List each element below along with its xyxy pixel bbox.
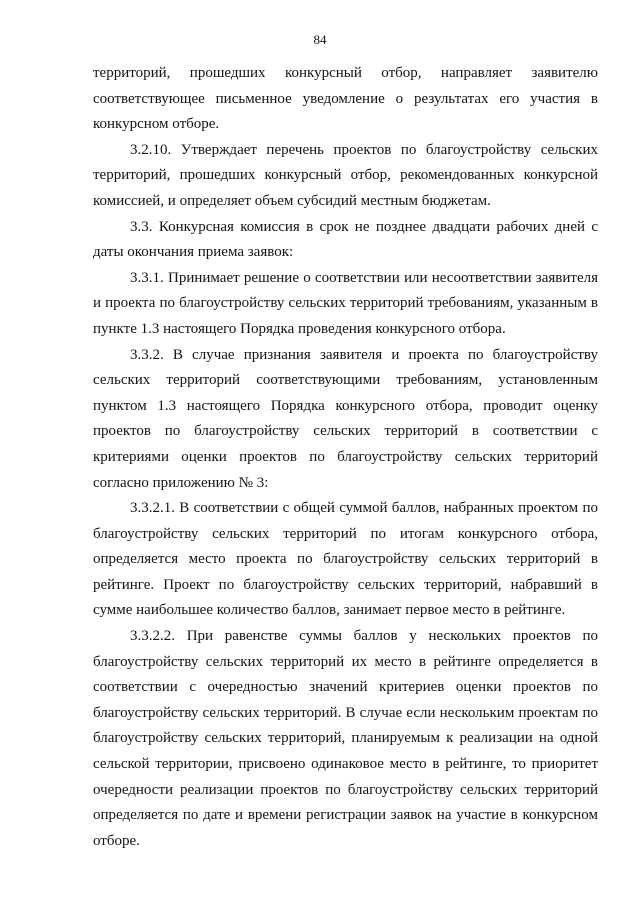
paragraph-3-3-2: 3.3.2. В случае признания заявителя и проекта по благоустройству сельских территорий соответствующими требованиям, установленным пунктом 1.3 настоящего Порядка конкурсного отбора, проводит оценку проектов по благоустройству сельских территорий в соответствии с критериями оценки проектов по благоустройству сельских территорий согласно приложению № 3: [93, 346, 598, 491]
document-body [93, 61, 598, 854]
paragraph-3-3-1: 3.3.1. Принимает решение о соответствии или несоответствии заявителя и проекта по благоустройству сельских территорий требованиям, указанным в пункте 1.3 настоящего Порядка проведения конкурсного отбора. [93, 269, 598, 337]
paragraph-continuation: территорий, прошедших конкурсный отбор, направляет заявителю соответствующее письменное уведомление о результатах его участия в конкурсном отборе. [93, 65, 598, 133]
paragraph-3-3: 3.3. Конкурсная комиссия в срок не позднее двадцати рабочих дней с даты окончания приема заявок: [93, 218, 598, 261]
paragraph-3-3-2-1: 3.3.2.1. В соответствии с общей суммой баллов, набранных проектом по благоустройству сельских территорий по итогам конкурсного отбора, определяется место проекта по благоустройству сельских территорий в рейтинге. Проект по благоустройству сельских территорий, набравший в сумме наибольшее количество баллов, занимает первое место в рейтинге. [93, 500, 598, 619]
paragraph-3-3-2-2: 3.3.2.2. При равенстве суммы баллов у нескольких проектов по благоустройству сельских территорий их место в рейтинге определяется в соответствии с очередностью значений критериев оценки проектов по благоустройству сельских территорий. В случае если нескольким проектам по благоустройству сельских территорий, планируемым к реализации на одной сельской территории, присвоено одинаковое место в рейтинге, то приоритет очередности реализации проектов по благоустройству сельских территорий определяется по дате и времени регистрации заявок на участие в конкурсном отборе. [93, 628, 598, 849]
paragraph-3-2-10: 3.2.10. Утверждает перечень проектов по благоустройству сельских территорий, прошедших конкурсный отбор, рекомендованных конкурсной комиссией, и определяет объем субсидий местным бюджетам. [93, 141, 598, 209]
page-number: 84 [313, 32, 327, 47]
